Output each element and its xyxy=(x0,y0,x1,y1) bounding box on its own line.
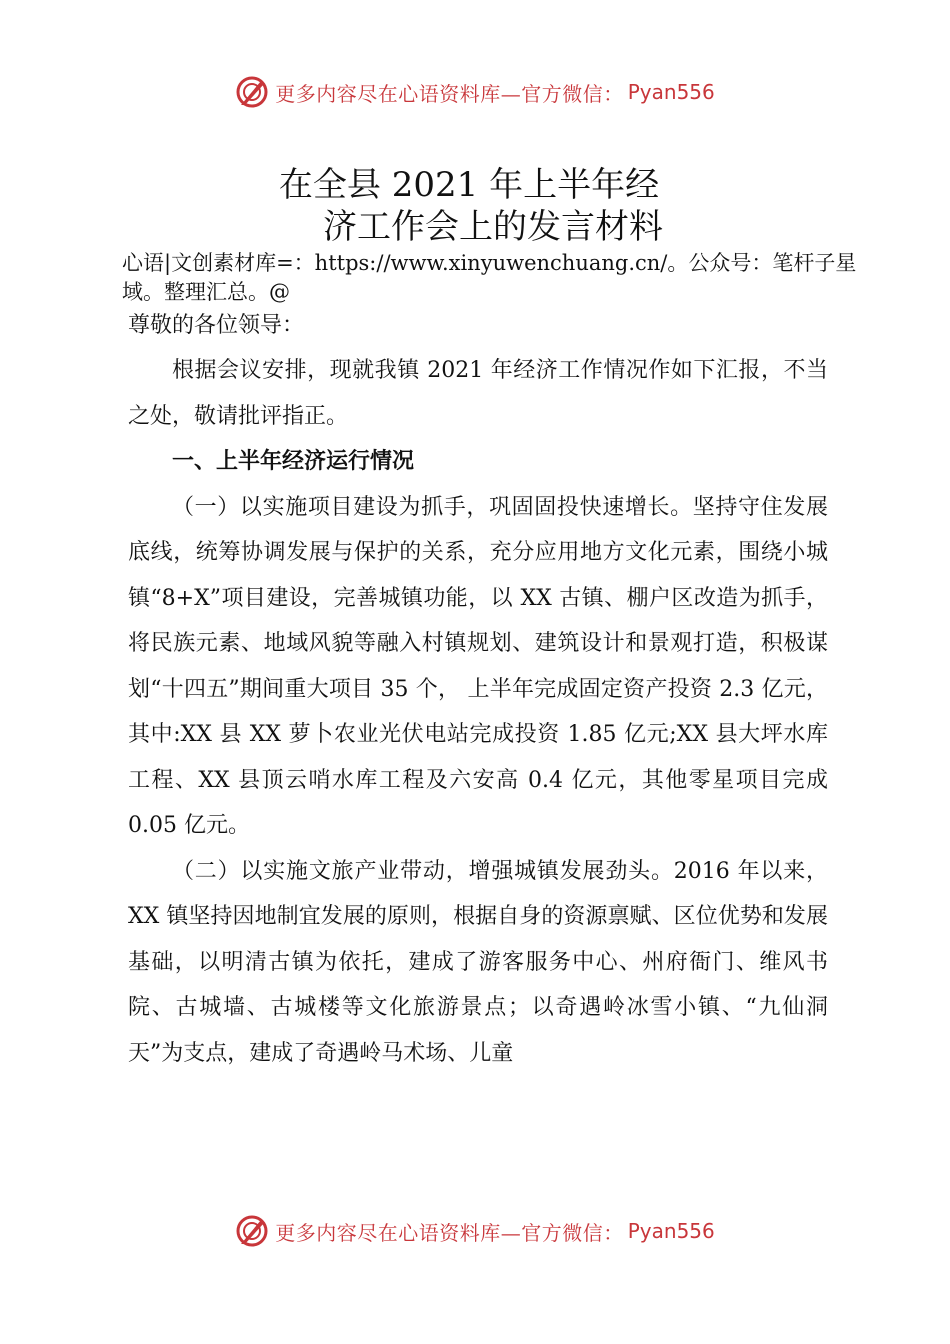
banner-wechat-id: Pyan556 xyxy=(627,80,715,104)
banner-text: 更多内容尽在心语资料库—官方微信： xyxy=(275,81,624,106)
section-heading: 一、上半年经济运行情况 xyxy=(172,449,415,474)
intro-paragraph: 根据会议安排，现就我镇 2021 年经济工作情况作如下汇报，不当之处，敬请批评指正。 xyxy=(128,358,828,429)
footer-banner xyxy=(0,1209,950,1253)
body-paragraph: （二）以实施文旅产业带动，增强城镇发展劲头。2016 年以来，XX 镇坚持因地制宜发展的原则，根据自身的资源禀赋、区位优势和发展基础，以明清古镇为依托，建成了游客服务中心、州府衙门、维风书院、古城墙、古城楼等文化旅游景点；以奇遇岭冰雪小镇、“九仙洞天”为支点，建成了奇遇岭马术场、儿童 xyxy=(128,858,828,1066)
quill-seal-logo-icon xyxy=(235,1214,269,1248)
banner-text: 更多内容尽在心语资料库—官方微信： xyxy=(275,1220,624,1245)
document-title-line-2: 济工作会上的发言材料 xyxy=(323,207,663,247)
source-note: 心语|文创素材库=：https://www.xinyuwenchuang.cn/。公众号：笔杆子星域。整理汇总。@ xyxy=(122,251,857,304)
body-paragraph: （一）以实施项目建设为抓手，巩固固投快速增长。坚持守住发展底线，统筹协调发展与保护的关系，充分应用地方文化元素，围绕小城镇“8+X”项目建设，完善城镇功能，以 XX 古镇、棚户区改造为抓手，将民族元素、地域风貌等融入村镇规划、建筑设计和景观打造，积极谋划“十四五”期间重大项目 35 个， 上半年完成固定资产投资 2.3 亿元，其中:XX 县 XX 萝卜农业光伏电站完成投资 1.85 亿元;XX 县大坪水库工程、XX 县顶云哨水库工程及六安高 0.4 亿元，其他零星项目完成 0.05 亿元。 xyxy=(128,494,828,838)
header-banner xyxy=(0,70,950,114)
document-title-line-1: 在全县 2021 年上半年经 xyxy=(278,165,660,205)
quill-seal-logo-icon xyxy=(235,75,269,109)
banner-wechat-id: Pyan556 xyxy=(627,1219,715,1243)
salutation: 尊敬的各位领导： xyxy=(128,313,305,338)
document-body xyxy=(128,348,828,1076)
